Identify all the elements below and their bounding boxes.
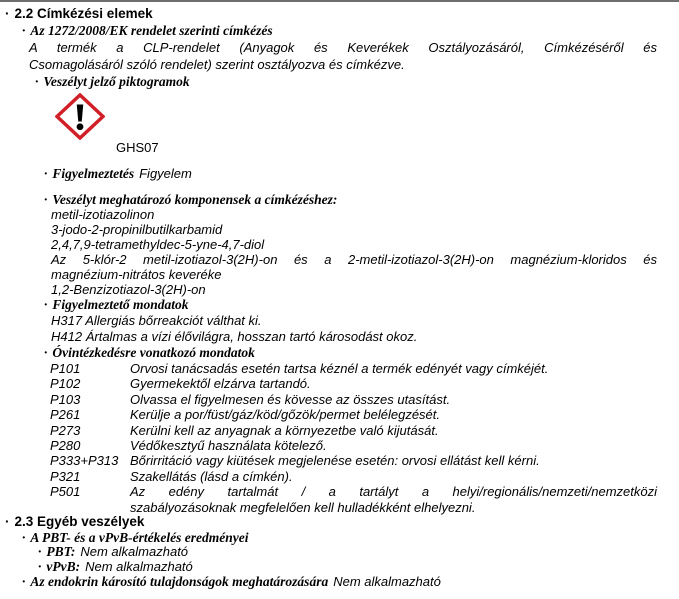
endocrine-row [0, 574, 679, 589]
p-statement-row [0, 469, 679, 484]
pbt-label: PBT: [46, 544, 76, 560]
p-text: Olvassa el figyelmesen és kövesse az összes utasítást. [130, 391, 451, 407]
vpvb-value: Nem alkalmazható [85, 558, 193, 574]
signal-word-row [0, 165, 679, 182]
regulation-label: Az 1272/2008/EK rendelet szerinti címkézés [30, 23, 273, 38]
vpvb-row [0, 560, 679, 575]
pbt-value: Nem alkalmazható [80, 544, 189, 560]
bullet-dot: · [22, 530, 26, 546]
p-text: Védőkesztyű használata kötelező. [130, 438, 327, 454]
pbt-vpvb-label: A PBT- és a vPvB-értékelés eredményei [30, 530, 249, 546]
p-code: P321 [50, 468, 81, 484]
section-2-3-heading: 2.3 Egyéb veszélyek [14, 514, 145, 530]
h-code: H317 [51, 313, 83, 328]
h-code: H412 [51, 329, 83, 344]
p-statement-row [0, 438, 679, 453]
p-text: Kerülni kell az anyagnak a környezetbe való kijutását. [130, 422, 439, 438]
p-statement-row [0, 407, 679, 422]
h-text: Allergiás bőrreakciót válthat ki. [85, 313, 262, 328]
hazard-statements-label: Figyelmeztető mondatok [52, 297, 189, 312]
components-label: Veszélyt meghatározó komponensek a címkézéshez: [52, 192, 338, 207]
p-statement-row [0, 392, 679, 407]
precautionary-label: Óvintézkedésre vonatkozó mondatok [52, 345, 255, 360]
bullet-dot: · [22, 574, 26, 590]
p-statement-row [0, 453, 679, 468]
p-code: P333+P313 [50, 453, 119, 469]
p-code: P103 [50, 391, 81, 407]
p-code: P273 [50, 422, 81, 438]
component-line: 2,4,7,9-tetramethyldec-5-yne-4,7-diol [51, 237, 265, 252]
p-text: Gyermekektől elzárva tartandó. [130, 376, 311, 392]
p-code: P101 [50, 361, 81, 376]
endocrine-value: Nem alkalmazható [333, 574, 441, 590]
pictograms-label: Veszélyt jelző piktogramok [43, 74, 190, 89]
bullet-dot: · [44, 297, 48, 312]
p-text: Orvosi tanácsadás esetén tartsa kéznél a termék edényét vagy címkéjét. [130, 361, 549, 376]
section-2-3-heading-row [0, 514, 679, 530]
pbt-row [0, 545, 679, 560]
section-2-2-heading-row [0, 5, 679, 22]
regulation-body-line1: A termék a CLP-rendelet (Anyagok és Keverékek Osztályozásáról, Címkézéséről és [29, 40, 657, 55]
component-line: 1,2-Benzizotiazol-3(2H)-on [51, 282, 206, 297]
bullet-dot: · [5, 514, 10, 530]
components-label-row [0, 192, 679, 207]
p-statement-row [0, 376, 679, 391]
component-line: 3-jodo-2-propinilbutilkarbamid [51, 222, 223, 237]
vpvb-label: vPvB: [46, 558, 81, 574]
bullet-dot: · [44, 192, 48, 207]
hazard-statements-label-row [0, 297, 679, 313]
p-text [130, 484, 657, 515]
bullet-dot: · [38, 558, 42, 574]
p-text: Kerülje a por/füst/gáz/köd/gőzök/permet belélegzését. [130, 407, 441, 423]
p-text-line1: Az edény tartalmát / a tartályt a helyi/regionális/nemzeti/nemzetközi [130, 484, 657, 500]
ghs07-exclamation-diamond-icon [55, 93, 105, 140]
p-statement-row [0, 361, 679, 376]
signal-word-label: Figyelmeztetés [52, 166, 135, 181]
bullet-dot: · [35, 74, 39, 89]
h-statement-row [0, 313, 679, 329]
bullet-dot: · [44, 166, 48, 181]
p-statement-row [0, 423, 679, 438]
regulation-label-row [0, 22, 679, 39]
p-code: P102 [50, 376, 81, 392]
regulation-body-line2: Csomagolásáról szóló rendelet) szerint osztályozva és címkézve. [29, 57, 405, 72]
p-code: P280 [50, 438, 81, 454]
bullet-dot: · [44, 345, 48, 360]
section-2-2-heading: 2.2 Címkézési elemek [14, 6, 153, 21]
pictograms-label-row [0, 73, 679, 90]
precautionary-label-row [0, 345, 679, 361]
p-code: P261 [50, 407, 81, 423]
component-line: magnézium-nitrátos keveréke [51, 267, 222, 282]
component-line: metil-izotiazolinon [51, 207, 155, 222]
h-text: Ártalmas a vízi élővilágra, hosszan tartó károsodást okoz. [85, 329, 418, 344]
endocrine-label: Az endokrin károsító tulajdonságok meghatározására [30, 574, 329, 590]
p-text: Bőrirritáció vagy kiütések megjelenése esetén: orvosi ellátást kell kérni. [130, 453, 540, 469]
bullet-dot: · [22, 23, 26, 38]
p-code: P501 [50, 484, 81, 500]
pbt-vpvb-label-row [0, 530, 679, 545]
h-statement-row [0, 329, 679, 345]
bullet-dot: · [5, 6, 10, 21]
ghs07-pictogram [55, 93, 679, 155]
p-text-line2: szabályozásoknak megfelelően kell hulladékként elhelyezni. [130, 499, 476, 515]
bullet-dot: · [38, 544, 42, 560]
p-statement-row [0, 484, 679, 515]
p-text: Szakellátás (lásd a címkén). [130, 468, 293, 484]
component-line: Az 5-klór-2 metil-izotiazol-3(2H)-on és a 2-metil-izotiazol-3(2H)-on magnézium-kloridos és [51, 252, 657, 267]
signal-word-value: Figyelem [139, 166, 192, 181]
ghs-code-label: GHS07 [116, 140, 159, 155]
